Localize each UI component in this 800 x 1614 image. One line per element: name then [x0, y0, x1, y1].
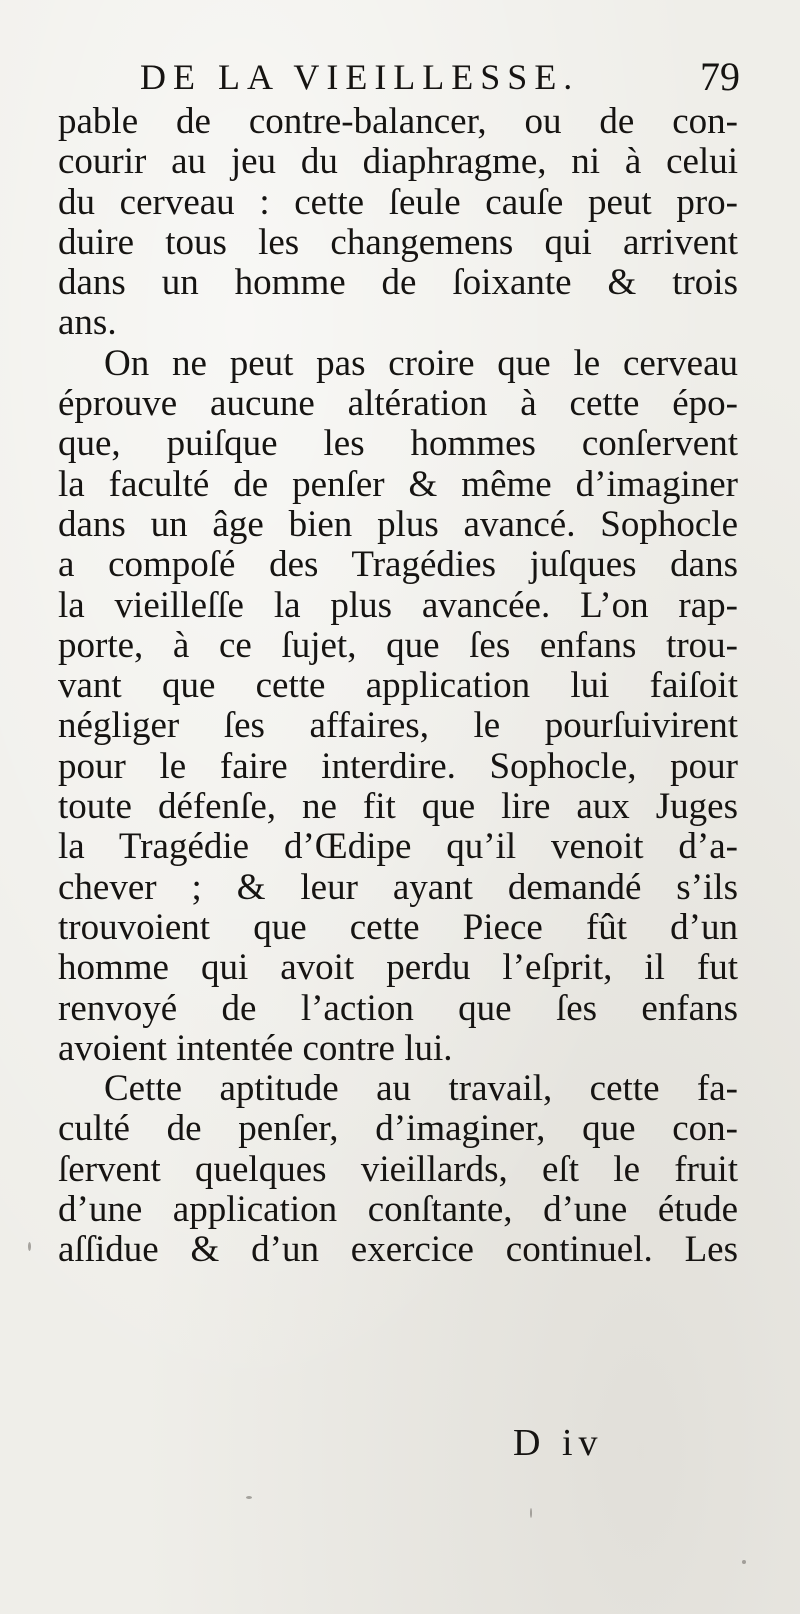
text-line: avoient intentée contre lui.	[58, 1027, 453, 1069]
text-line: ans.	[58, 302, 117, 344]
text-line: éprouve aucune altération à cette épo-	[58, 383, 738, 425]
text-line: Cette aptitude au travail, cette fa-	[104, 1068, 738, 1110]
text-line: renvoyé de l’action que ſes enfans	[58, 987, 738, 1029]
body-text	[58, 102, 738, 1271]
text-line: pable de contre-balancer, ou de con-	[58, 101, 738, 142]
text-line: négliger ſes affaires, le pourſuivirent	[58, 705, 738, 747]
text-line: courir au jeu du diaphragme, ni à celui	[58, 141, 738, 183]
text-line: pour le faire interdire. Sophocle, pour	[58, 745, 738, 787]
page-number: 79	[700, 54, 740, 99]
text-line: duire tous les changemens qui arrivent	[58, 221, 738, 263]
text-line: vant que cette application lui faiſoit	[58, 665, 738, 707]
text-line: du cerveau : cette ſeule cauſe peut pro-	[58, 181, 738, 223]
text-line: dans un âge bien plus avancé. Sophocle	[58, 503, 738, 545]
text-line: porte, à ce ſujet, que ſes enfans trou-	[58, 624, 738, 666]
text-line: d’une application conſtante, d’une étude	[58, 1189, 738, 1231]
text-line: homme qui avoit perdu l’eſprit, il fut	[58, 947, 738, 989]
text-line: la Tragédie d’Œdipe qu’il venoit d’a-	[58, 826, 738, 868]
text-line: ſervent quelques vieillards, eſt le fruit	[58, 1148, 738, 1190]
paper-speck	[742, 1560, 746, 1564]
paper-speck	[28, 1242, 31, 1251]
text-line: culté de penſer, d’imaginer, que con-	[58, 1108, 738, 1150]
running-title: DE LA VIEILLESSE.	[140, 57, 580, 97]
text-line: chever ; & leur ayant demandé s’ils	[58, 866, 738, 908]
paper-speck	[530, 1508, 532, 1518]
text-line: la vieilleſſe la plus avancée. L’on rap-	[58, 584, 738, 626]
text-line: la faculté de penſer & même d’imaginer	[58, 463, 738, 505]
text-line: trouvoient que cette Piece fût d’un	[58, 906, 738, 948]
text-line: aſſidue & d’un exercice continuel. Les	[58, 1229, 738, 1271]
signature-mark: D iv	[513, 1422, 604, 1464]
text-line: que, puiſque les hommes conſervent	[58, 423, 738, 465]
text-line: On ne peut pas croire que le cerveau	[104, 342, 738, 384]
paper-speck	[246, 1496, 252, 1499]
text-line: a compoſé des Tragédies juſques dans	[58, 544, 738, 586]
page-header	[140, 52, 740, 102]
text-line: toute défenſe, ne fit que lire aux Juges	[58, 786, 738, 828]
text-line: dans un homme de ſoixante & trois	[58, 262, 738, 304]
